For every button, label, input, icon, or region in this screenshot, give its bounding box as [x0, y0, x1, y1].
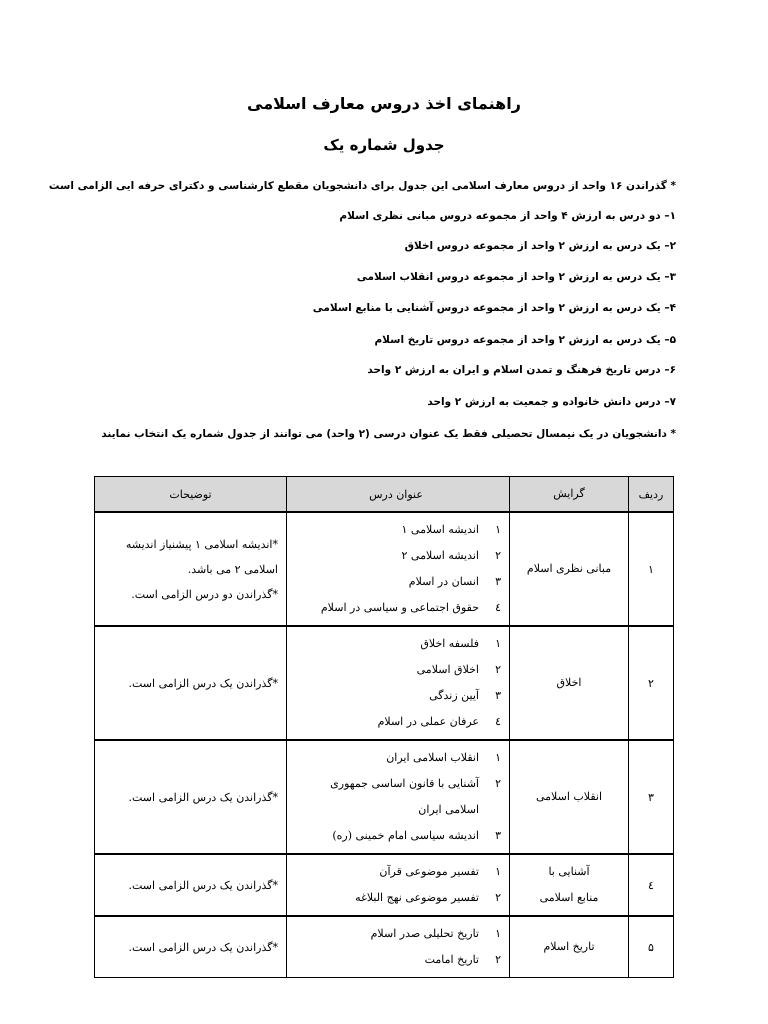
track-name: اخلاق	[510, 626, 629, 740]
table-row	[95, 512, 674, 626]
course-item: ۲ اخلاق اسلامی	[416, 663, 501, 676]
note-line: اسلامی ۲ می باشد.	[187, 562, 278, 576]
header-course-title: عنوان درس	[287, 477, 510, 513]
rule-item: ۵– یک درس به ارزش ۲ واحد از مجموعه دروس تاریخ اسلام	[374, 334, 676, 346]
note-line: *گذراندن دو درس الزامی است.	[131, 587, 278, 601]
row-number: ٤	[629, 854, 674, 916]
rule-item: ۴– یک درس به ارزش ۲ واحد از مجموعه دروس آشنایی با منابع اسلامی	[312, 302, 676, 314]
rule-item: ۶– درس تاریخ فرهنگ و تمدن اسلام و ایران به ارزش ۲ واحد	[367, 364, 676, 376]
row-number: ۵	[629, 916, 674, 978]
header-notes: توضیحات	[95, 477, 287, 513]
rule-item: ۲– یک درس به ارزش ۲ واحد از مجموعه دروس اخلاق	[404, 240, 676, 252]
header-row-number: ردیف	[629, 477, 674, 513]
track-name	[510, 854, 629, 916]
course-item: ۱ تفسیر موضوعی قرآن	[379, 865, 501, 878]
row-number: ۳	[629, 740, 674, 854]
page-subtitle: جدول شماره یک	[323, 136, 445, 154]
course-item: ۲ آشنایی با قانون اساسی جمهوری	[330, 777, 501, 790]
page-title: راهنمای اخذ دروس معارف اسلامی	[247, 94, 521, 113]
rule-item: ۳– یک درس به ارزش ۲ واحد از مجموعه دروس انقلاب اسلامی	[356, 271, 676, 283]
track-name: مبانی نظری اسلام	[510, 512, 629, 626]
course-item: ۲ تفسیر موضوعی نهج البلاغه	[355, 891, 501, 904]
table-row	[95, 626, 674, 740]
courses-table	[94, 476, 674, 978]
table-row	[95, 854, 674, 916]
notes-cell	[95, 740, 287, 854]
course-item: اسلامی ایران	[418, 803, 479, 816]
note-line: *گذراندن یک درس الزامی است.	[128, 790, 278, 804]
note-line: *گذراندن یک درس الزامی است.	[128, 878, 278, 892]
row-number: ۲	[629, 626, 674, 740]
note-line: *گذراندن یک درس الزامی است.	[128, 940, 278, 954]
table-header-row	[95, 477, 674, 513]
course-item: ۱ تاریخ تحلیلی صدر اسلام	[370, 927, 501, 940]
course-item: ۳ آیین زندگی	[429, 689, 501, 702]
notes-cell	[95, 512, 287, 626]
track-name-line: آشنایی با	[548, 865, 590, 878]
course-item: ۲ اندیشه اسلامی ۲	[401, 549, 501, 562]
course-item: ۱ فلسفه اخلاق	[420, 637, 501, 650]
rule-item: ۱– دو درس به ارزش ۴ واحد از مجموعه دروس مبانی نظری اسلام	[339, 210, 676, 222]
course-item: ٤ حقوق اجتماعی و سیاسی در اسلام	[320, 601, 501, 614]
course-list	[287, 512, 510, 626]
notes-cell	[95, 626, 287, 740]
course-item: ٤ عرفان عملی در اسلام	[377, 715, 501, 728]
course-list	[287, 854, 510, 916]
rule-item: ۷– درس دانش خانواده و جمعیت به ارزش ۲ واحد	[427, 396, 676, 408]
course-list	[287, 916, 510, 978]
track-name-line: منابع اسلامی	[539, 891, 599, 904]
note-line: *گذراندن یک درس الزامی است.	[128, 676, 278, 690]
course-list	[287, 626, 510, 740]
track-name: انقلاب اسلامی	[510, 740, 629, 854]
course-item: ۱ اندیشه اسلامی ۱	[401, 523, 501, 536]
notes-cell	[95, 916, 287, 978]
course-item: ۲ تاریخ امامت	[424, 953, 501, 966]
course-item: ۱ انقلاب اسلامی ایران	[386, 751, 501, 764]
course-item: ۳ انسان در اسلام	[408, 575, 501, 588]
row-number: ۱	[629, 512, 674, 626]
notes-cell	[95, 854, 287, 916]
header-track: گرایش	[510, 477, 629, 513]
table-row	[95, 916, 674, 978]
table-row	[95, 740, 674, 854]
course-list	[287, 740, 510, 854]
note-text: * دانشجویان در یک نیمسال تحصیلی فقط یک عنوان درسی (۲ واحد) می توانند از جدول شماره یک انتخاب نمایند	[101, 428, 676, 440]
intro-text: * گذراندن ۱۶ واحد از دروس معارف اسلامی این جدول برای دانشجویان مقطع کارشناسی و دکترای حرفه ایی الزامی است	[48, 180, 676, 192]
course-item: ۳ اندیشه سیاسی امام خمینی (ره)	[332, 829, 501, 842]
track-name: تاریخ اسلام	[510, 916, 629, 978]
note-line: *اندیشه اسلامی ۱ پیشنیاز اندیشه	[125, 537, 278, 551]
